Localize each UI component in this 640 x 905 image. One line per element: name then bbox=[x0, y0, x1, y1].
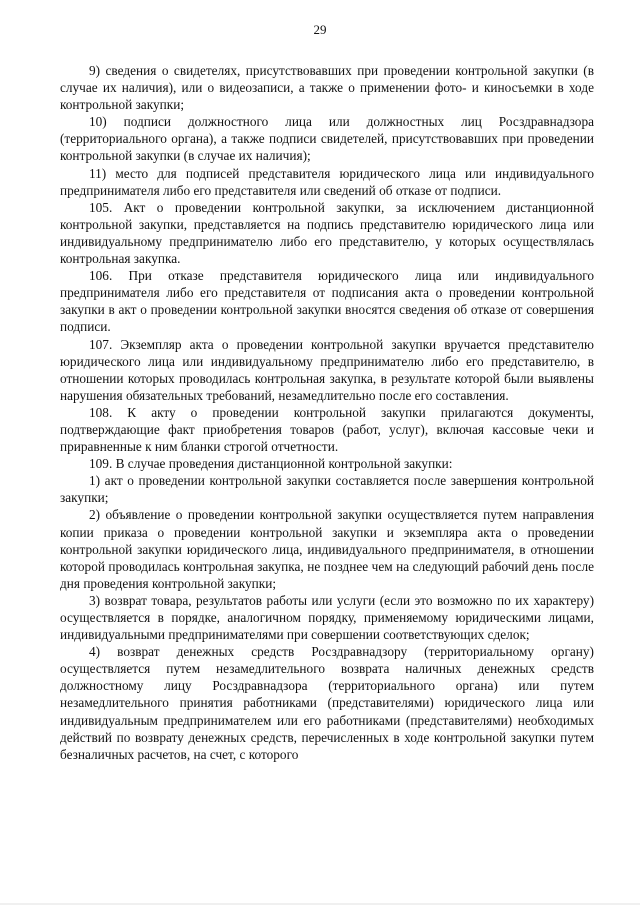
paragraph-109: 109. В случае проведения дистанционной контрольной закупки: bbox=[89, 456, 453, 472]
paragraph-109-item-4: 4) возврат денежных средств Росздравнадзору (территориальному органу) осуществляется путем незамедлительного возврата наличных денежных средств должностному лицу Росздравнадзора (территориального органа) или путем незамедлительного принятия работниками (представителями) юридического лица или индивидуальным предпринимателем или его работниками (представителями) необходимых действий по возврату денежных средств, перечисленных в ходе контрольной закупки путем безналичных расчетов, на счет, с которого bbox=[60, 644, 594, 762]
paragraph-item-11: 11) место для подписей представителя юридического лица или индивидуального предпринимателя либо его представителя или сведений об отказе от подписи. bbox=[60, 165, 594, 198]
document-body bbox=[60, 62, 594, 763]
page-number: 29 bbox=[313, 22, 327, 37]
paragraph-item-10: 10) подписи должностного лица или должностных лиц Росздравнадзора (территориального органа), а также подписи свидетелей, присутствовавших при проведении контрольной закупки (в случае их наличия); bbox=[60, 114, 594, 164]
paragraph-item-9: 9) сведения о свидетелях, присутствовавших при проведении контрольной закупки (в случае их наличия), или о видеозаписи, а также о применении фото- и киносъемки в ходе контрольной закупки; bbox=[60, 63, 594, 113]
paragraph-108: 108. К акту о проведении контрольной закупки прилагаются документы, подтверждающие факт приобретения товаров (работ, услуг), включая кассовые чеки и приравненные к ним бланки строгой отчетности. bbox=[60, 404, 594, 455]
paragraph-109-item-2: 2) объявление о проведении контрольной закупки осуществляется путем направления копии приказа о проведении контрольной закупки и экземпляра акта о проведении контрольной закупки юридического лица, индивидуального предпринимателя, в отношении которой проводилась контрольная закупка, не позднее чем на следующий рабочий день после дня проведения контрольной закупки; bbox=[60, 507, 594, 591]
paragraph-105: 105. Акт о проведении контрольной закупки, за исключением дистанционной контрольной закупки, представляется на подпись представителю юридического лица или индивидуальному предпринимателю либо его представителю, у которых осуществлялась контрольная закупка. bbox=[60, 199, 594, 267]
paragraph-109-item-1: 1) акт о проведении контрольной закупки составляется после завершения контрольной закупки; bbox=[60, 473, 594, 506]
paragraph-106: 106. При отказе представителя юридического лица или индивидуального предпринимателя либо его представителя от подписания акта о проведении контрольной закупки в акт о проведении контрольной закупки вносятся сведения об отказе от совершения подписи. bbox=[60, 268, 594, 335]
paragraph-107: 107. Экземпляр акта о проведении контрольной закупки вручается представителю юридического лица или индивидуальному предпринимателю либо его представителю, в отношении которых проводилась контрольная закупка, в результате которой были выявлены нарушения обязательных требований, незамедлительно после его составления. bbox=[60, 336, 594, 403]
paragraph-109-item-3: 3) возврат товара, результатов работы или услуги (если это возможно по их характеру) осуществляется в порядке, аналогичном порядку, применяемому юридическими лицами, индивидуальными предпринимателями при совершении соответствующих сделок; bbox=[60, 592, 594, 643]
